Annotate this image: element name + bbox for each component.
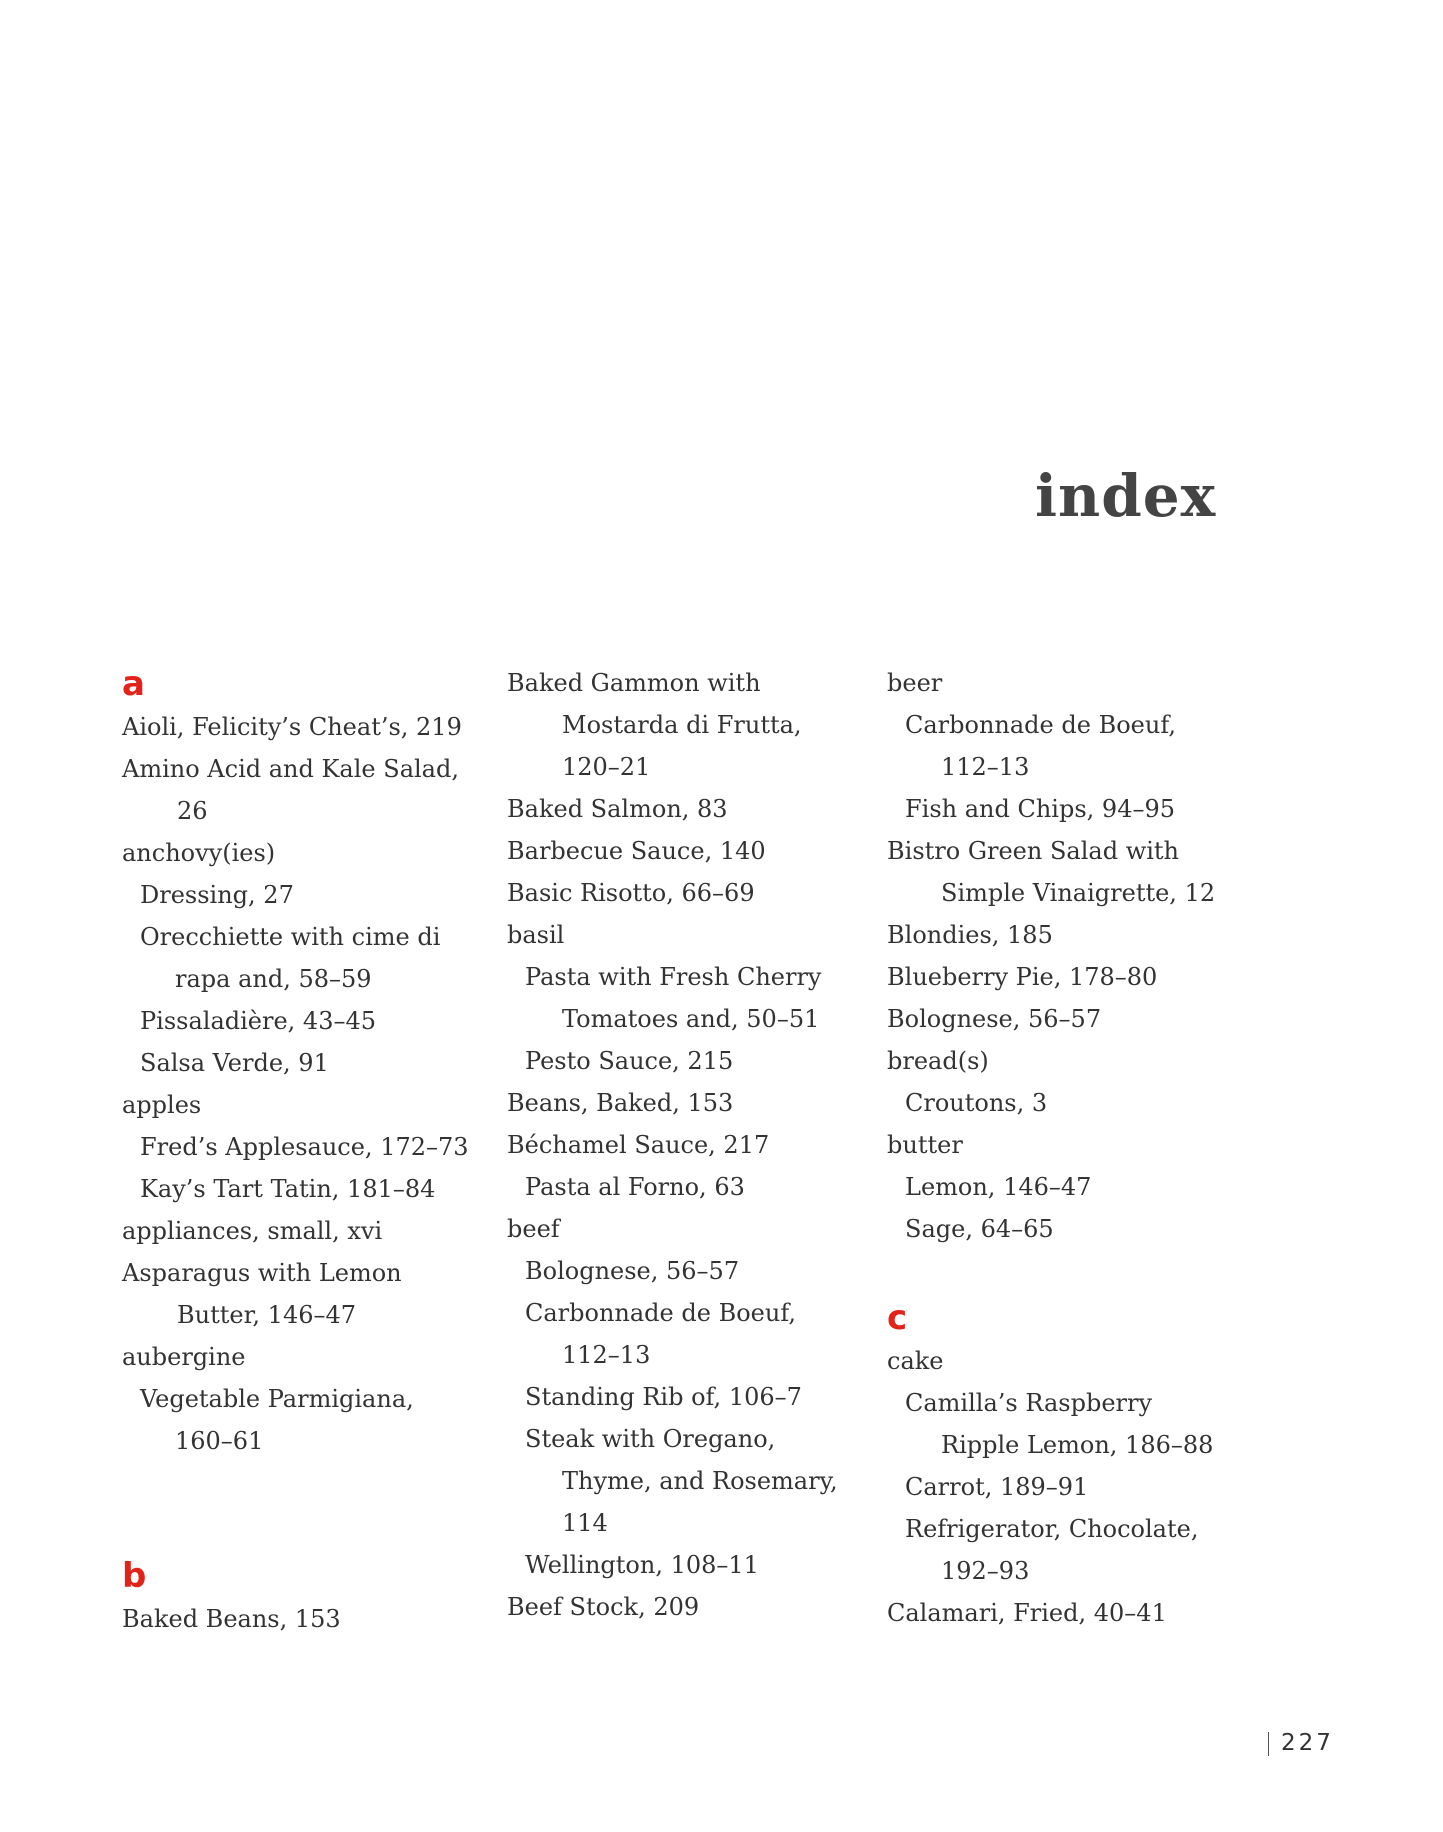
index-entry: Aioli, Felicity’s Cheat’s, 219 [122,713,462,741]
index-subentry: Sage, 64–65 [905,1215,1054,1243]
index-entry: Barbecue Sauce, 140 [507,837,766,865]
index-subentry: Pissaladière, 43–45 [140,1007,377,1035]
index-subentry: Thyme, and Rosemary, [562,1467,838,1495]
index-entry: Béchamel Sauce, 217 [507,1131,770,1159]
index-entry: Calamari, Fried, 40–41 [887,1599,1167,1627]
index-entry: beef [507,1215,560,1243]
section-letter: a [122,664,145,704]
index-subentry: Vegetable Parmigiana, [140,1385,414,1413]
index-subentry: Carrot, 189–91 [905,1473,1089,1501]
index-subentry: Orecchiette with cime di [140,923,441,951]
index-entry: appliances, small, xvi [122,1217,383,1245]
index-subentry: Dressing, 27 [140,881,294,909]
index-entry: Beans, Baked, 153 [507,1089,734,1117]
index-subentry: 26 [177,797,208,825]
index-subentry: Carbonnade de Boeuf, [905,711,1176,739]
index-subentry: Ripple Lemon, 186–88 [941,1431,1214,1459]
index-entry: Bolognese, 56–57 [887,1005,1102,1033]
index-entry: Baked Gammon with [507,669,761,697]
page-number-divider [1268,1732,1269,1756]
index-subentry: Carbonnade de Boeuf, [525,1299,796,1327]
index-entry: Blueberry Pie, 178–80 [887,963,1158,991]
index-entry: Asparagus with Lemon [122,1259,402,1287]
page-number: 227 [1281,1730,1334,1756]
index-subentry: Simple Vinaigrette, 12 [941,879,1216,907]
index-subentry: Kay’s Tart Tatin, 181–84 [140,1175,436,1203]
index-entry: Beef Stock, 209 [507,1593,700,1621]
index-column-1 [122,662,492,1640]
index-entry: beer [887,669,943,697]
section-gap [122,1462,492,1508]
index-subentry: Refrigerator, Chocolate, [905,1515,1199,1543]
section-gap [122,1508,492,1554]
index-subentry: Fish and Chips, 94–95 [905,795,1175,823]
section-gap [887,1250,1257,1296]
index-subentry: 114 [562,1509,608,1537]
index-subentry: Croutons, 3 [905,1089,1048,1117]
index-entry: aubergine [122,1343,246,1371]
index-entry: apples [122,1091,202,1119]
index-subentry: 112–13 [941,753,1030,781]
index-subentry: Camilla’s Raspberry [905,1389,1153,1417]
index-subentry: Mostarda di Frutta, [562,711,802,739]
index-entry: Blondies, 185 [887,921,1053,949]
index-subentry: 120–21 [562,753,651,781]
index-subentry: 192–93 [941,1557,1030,1585]
index-subentry: Salsa Verde, 91 [140,1049,329,1077]
index-subentry: Lemon, 146–47 [905,1173,1092,1201]
section-letter: b [122,1556,147,1596]
index-subentry: Fred’s Applesauce, 172–73 [140,1133,469,1161]
index-subentry: Pasta al Forno, 63 [525,1173,745,1201]
index-entry: Bistro Green Salad with [887,837,1180,865]
index-entry: Amino Acid and Kale Salad, [122,755,459,783]
index-entry: Basic Risotto, 66–69 [507,879,755,907]
index-subentry: Pasta with Fresh Cherry [525,963,822,991]
index-entry: Baked Beans, 153 [122,1605,341,1633]
index-entry: Baked Salmon, 83 [507,795,728,823]
index-column-2 [507,662,877,1628]
index-title: index [1035,461,1217,530]
index-subentry: 112–13 [562,1341,651,1369]
index-subentry: Steak with Oregano, [525,1425,776,1453]
index-entry: basil [507,921,565,949]
index-entry: cake [887,1347,944,1375]
page-number-block [1268,1730,1334,1756]
section-letter: c [887,1298,908,1338]
index-subentry: rapa and, 58–59 [175,965,372,993]
index-subentry: Tomatoes and, 50–51 [562,1005,820,1033]
index-subentry: Butter, 146–47 [177,1301,357,1329]
index-entry: butter [887,1131,963,1159]
index-subentry: Bolognese, 56–57 [525,1257,740,1285]
index-subentry: Pesto Sauce, 215 [525,1047,734,1075]
index-subentry: Standing Rib of, 106–7 [525,1383,802,1411]
index-entry: bread(s) [887,1047,989,1075]
index-entry: anchovy(ies) [122,839,276,867]
index-subentry: 160–61 [175,1427,264,1455]
index-column-3 [887,662,1257,1634]
index-subentry: Wellington, 108–11 [525,1551,759,1579]
